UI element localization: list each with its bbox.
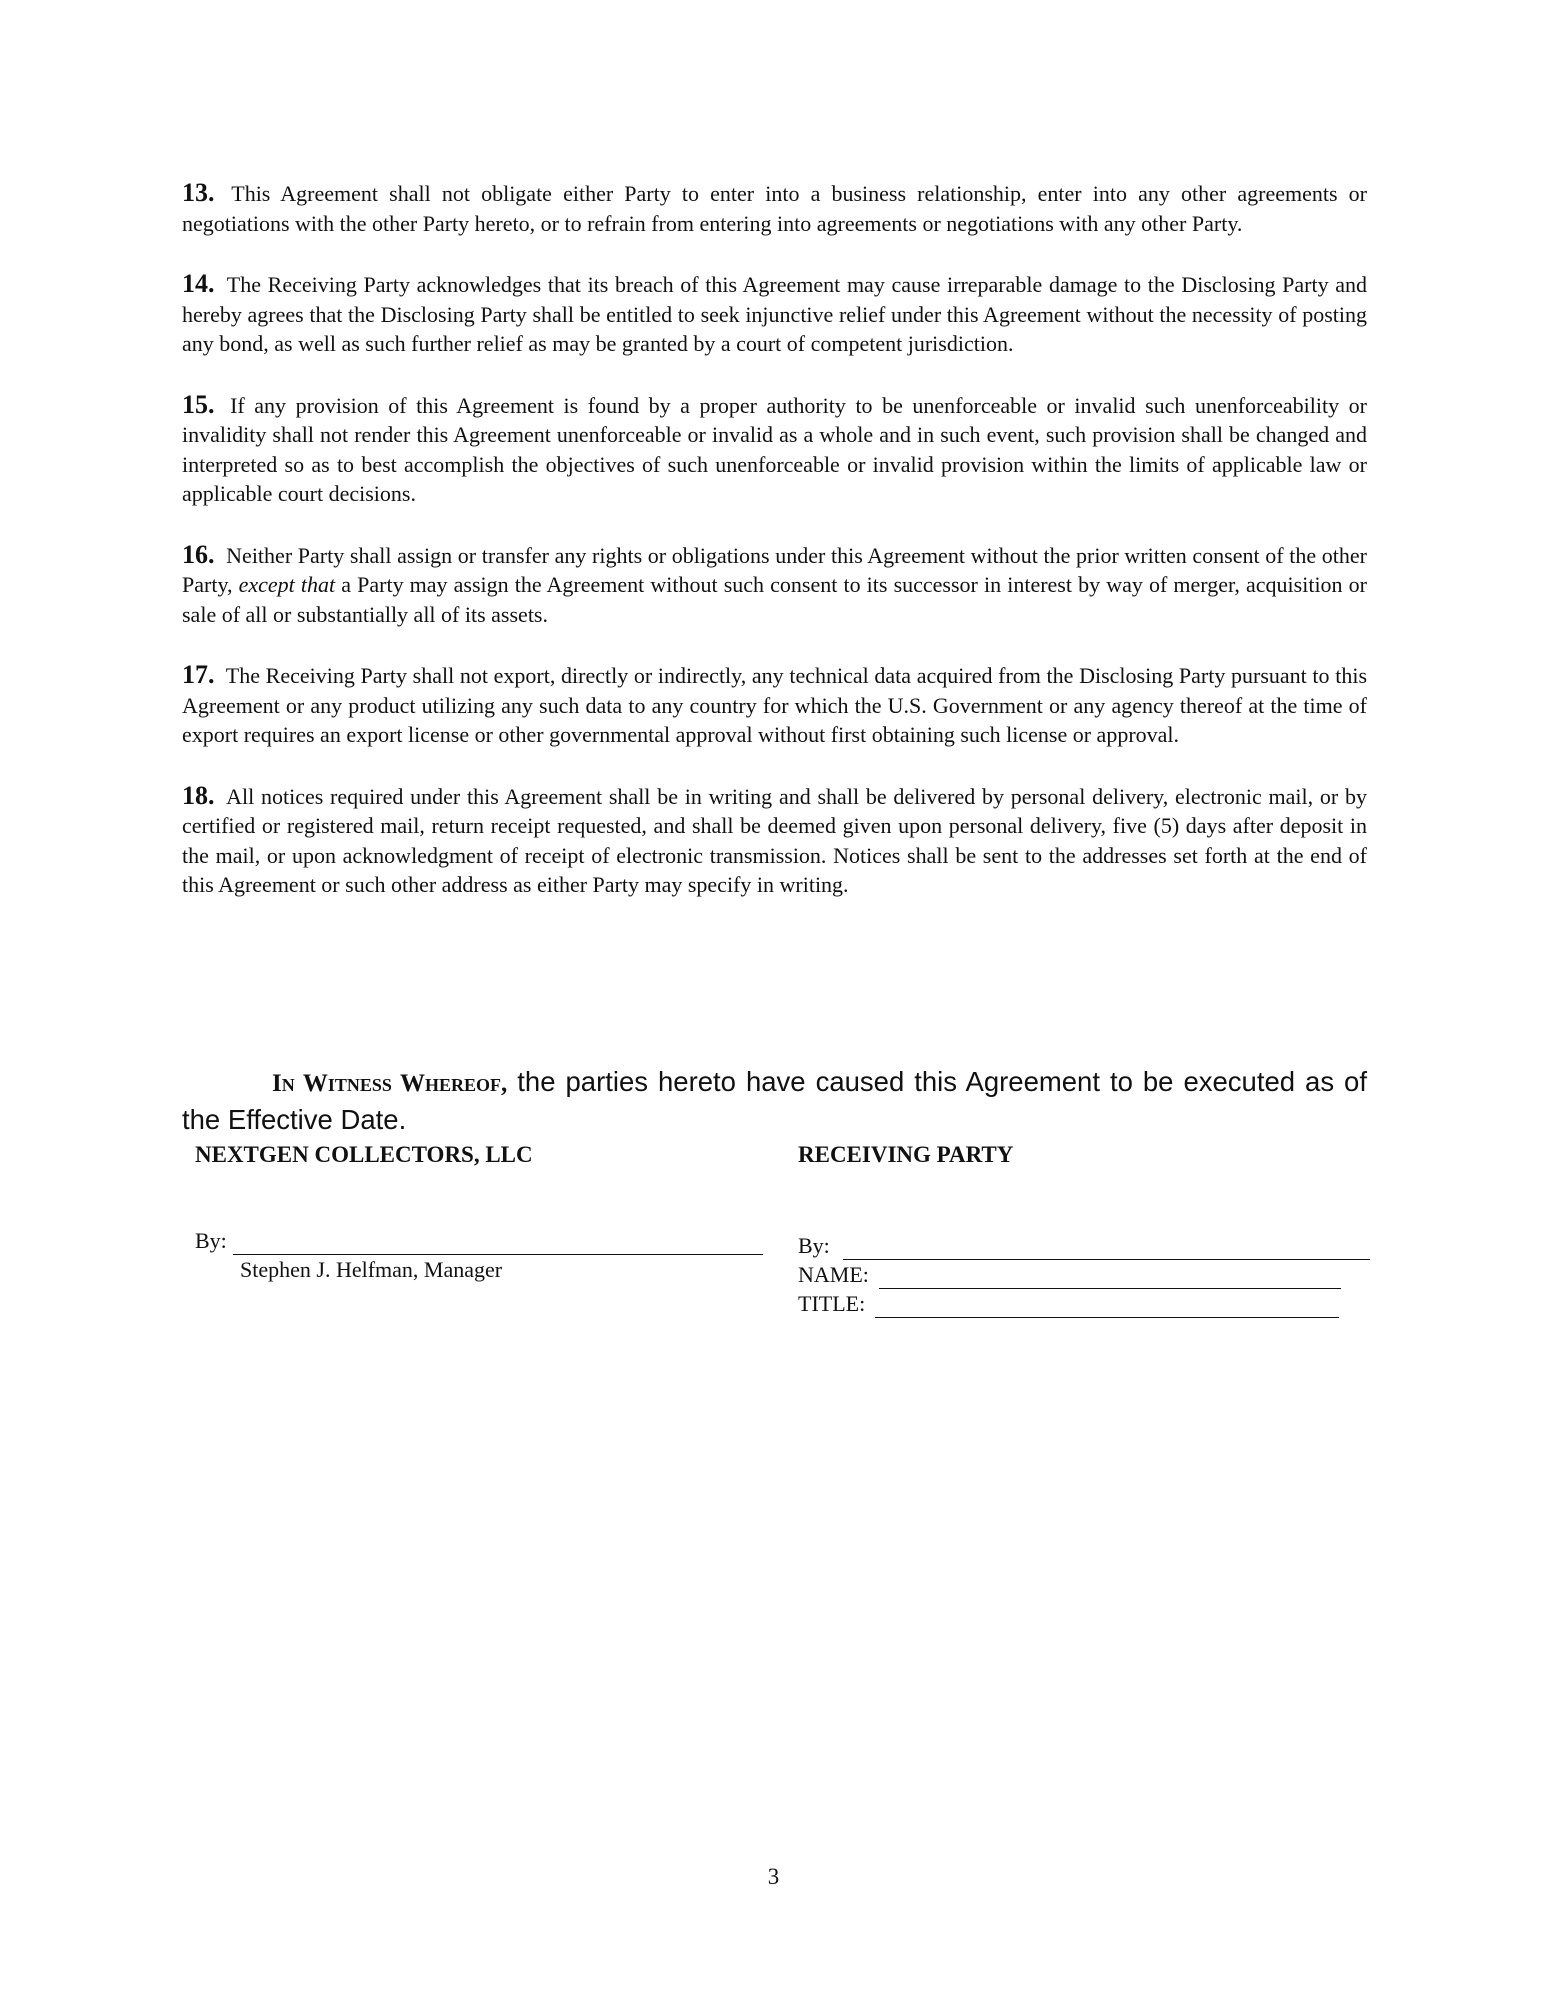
clause-number: 13. — [182, 178, 215, 207]
clause-text-after: a Party may assign the Agreement without such consent to its successor in interest by way of merger, acquisition or sale of all or substantially all of its assets. — [182, 572, 1367, 627]
signature-by-row — [798, 1231, 1378, 1260]
signature-line[interactable] — [233, 1230, 763, 1255]
signature-block-receiving — [798, 1140, 1378, 1318]
signature-by-row — [195, 1226, 775, 1255]
by-label: By: — [798, 1233, 830, 1258]
signature-line[interactable] — [843, 1235, 1370, 1260]
witness-paragraph — [182, 1064, 1367, 1138]
clause-14 — [182, 269, 1367, 359]
clause-text: The Receiving Party shall not export, directly or indirectly, any technical data acquired from the Disclosing Party pursuant to this Agreement or any product utilizing any such data to any country for which the U.S. Government or any agency thereof at the time of export requires an export license or other governmental approval without first obtaining such license or approval. — [182, 663, 1368, 747]
clause-number: 17. — [182, 660, 215, 689]
clause-number: 18. — [182, 780, 215, 810]
name-label: NAME: — [798, 1262, 869, 1287]
clause-text: The Receiving Party acknowledges that its breach of this Agreement may cause irreparable damage to the Disclosing Party and hereby agrees that the Disclosing Party shall be entitled to seek injunctive relief under this Agreement without the necessity of posting any bond, as well as such further relief as may be granted by a court of competent jurisdiction. — [182, 272, 1368, 356]
page-number: 3 — [767, 1864, 780, 1889]
clause-15 — [182, 390, 1367, 509]
party-name: RECEIVING PARTY — [798, 1142, 1014, 1167]
name-row — [798, 1260, 1378, 1289]
signature-block-disclosing — [195, 1140, 775, 1284]
clause-text: All notices required under this Agreement shall be in writing and shall be delivered by personal delivery, electronic mail, or by certified or registered mail, return receipt requested, and shall be deemed given upon personal delivery, five (5) days after deposit in the mail, or upon acknowledgment of receipt of electronic transmission. Notices shall be sent to the addresses set forth at the end of this Agreement or such other address as either Party may specify in writing. — [182, 783, 1367, 897]
clause-text-italic: except that — [238, 572, 336, 597]
clause-number: 14. — [182, 269, 215, 298]
clause-text: If any provision of this Agreement is found by a proper authority to be unenforceable or invalid such unenforceability or invalidity shall not render this Agreement unenforceable or invalid as a whole and in such event, such provision shall be changed and interpreted so as to best accomplish the objectives of such unenforceable or invalid provision within the limits of applicable law or applicable court decisions. — [182, 392, 1368, 506]
clause-13 — [182, 178, 1367, 238]
witness-text: the parties hereto have caused this Agreement to be executed as of the Effective Date. — [182, 1065, 1367, 1135]
title-line[interactable] — [875, 1293, 1339, 1318]
clause-text: This Agreement shall not obligate either Party to enter into a business relationship, enter into any other agreements or negotiations with the other Party hereto, or to refrain from entering into agreements or negotiations with any other Party. — [182, 181, 1367, 236]
clause-16 — [182, 540, 1367, 630]
title-label: TITLE: — [798, 1291, 866, 1316]
name-line[interactable] — [879, 1264, 1341, 1289]
by-label: By: — [195, 1228, 227, 1253]
title-row — [798, 1289, 1378, 1318]
clause-18 — [182, 781, 1367, 900]
witness-lead: In Witness Whereof, — [272, 1069, 508, 1097]
signer-name: Stephen J. Helfman, Manager — [240, 1257, 503, 1282]
clauses-section — [182, 178, 1367, 931]
clause-17 — [182, 660, 1367, 750]
clause-number: 16. — [182, 539, 215, 569]
clause-number: 15. — [182, 389, 215, 419]
clause-text-before: Neither Party shall assign or transfer any rights or obligations under this Agreement without the prior written consent of the other Party, — [182, 542, 1368, 597]
party-name: NEXTGEN COLLECTORS, LLC — [195, 1142, 533, 1167]
